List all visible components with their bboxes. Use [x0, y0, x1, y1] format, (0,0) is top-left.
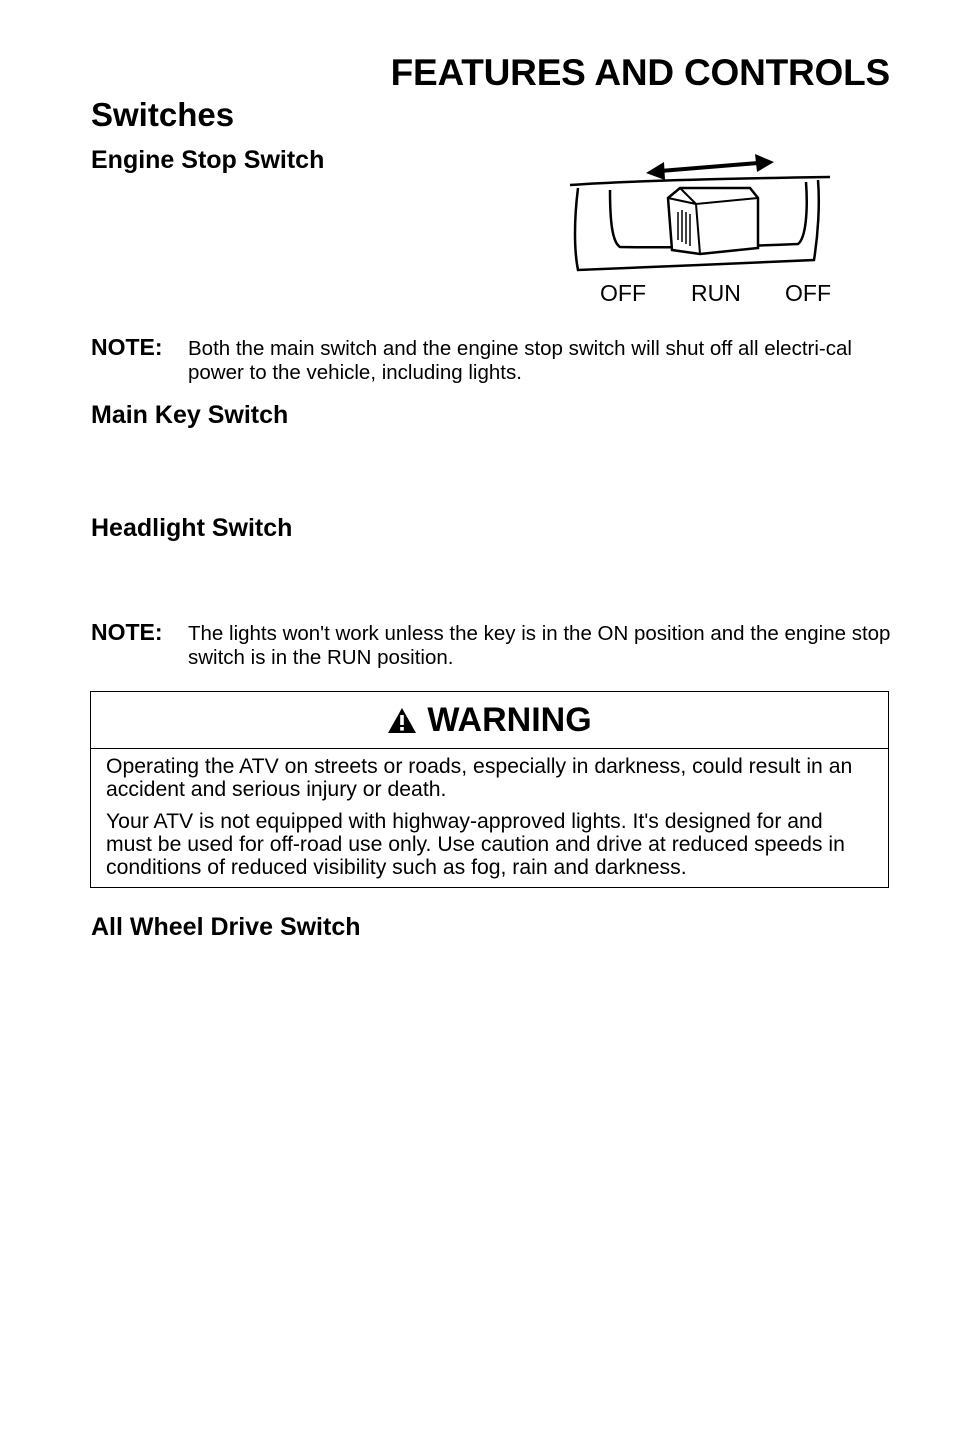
position-label-off-right: OFF: [785, 280, 831, 306]
engine-stop-switch-heading: Engine Stop Switch: [91, 146, 325, 174]
warning-paragraph: Your ATV is not equipped with highway-approved lights. It's designed for and must be used for off-road use only. Use caution and drive at reduced speeds in conditions of reduced visibility such as fog, rain and darkness.: [106, 810, 845, 879]
position-label-off-left: OFF: [600, 280, 646, 306]
position-label-run: RUN: [691, 280, 741, 306]
warning-triangle-icon: [387, 707, 417, 734]
warning-header: [91, 692, 888, 749]
engine-stop-switch-illustration: [560, 150, 850, 280]
note-text: Both the main switch and the engine stop switch will shut off all electri-cal power to the vehicle, including lights.: [188, 337, 852, 384]
main-key-switch-heading: Main Key Switch: [91, 401, 289, 429]
note-text: The lights won't work unless the key is in the ON position and the engine stop switch is in the RUN position.: [188, 622, 891, 669]
headlight-switch-heading: Headlight Switch: [91, 514, 293, 542]
note-label: NOTE:: [91, 619, 163, 645]
warning-title: WARNING: [427, 700, 592, 739]
double-arrow-icon: [646, 154, 774, 180]
engine-stop-switch-figure: [560, 150, 850, 310]
warning-paragraph: Operating the ATV on streets or roads, especially in darkness, could result in an accident and serious injury or death.: [106, 755, 853, 801]
note-label: NOTE:: [91, 334, 163, 360]
all-wheel-drive-switch-heading: All Wheel Drive Switch: [91, 913, 361, 941]
page-title: FEATURES AND CONTROLS: [390, 52, 890, 93]
warning-body: [91, 749, 888, 879]
warning-box: [90, 691, 889, 888]
rocker-knob: [668, 188, 758, 254]
section-title: Switches: [91, 96, 235, 133]
